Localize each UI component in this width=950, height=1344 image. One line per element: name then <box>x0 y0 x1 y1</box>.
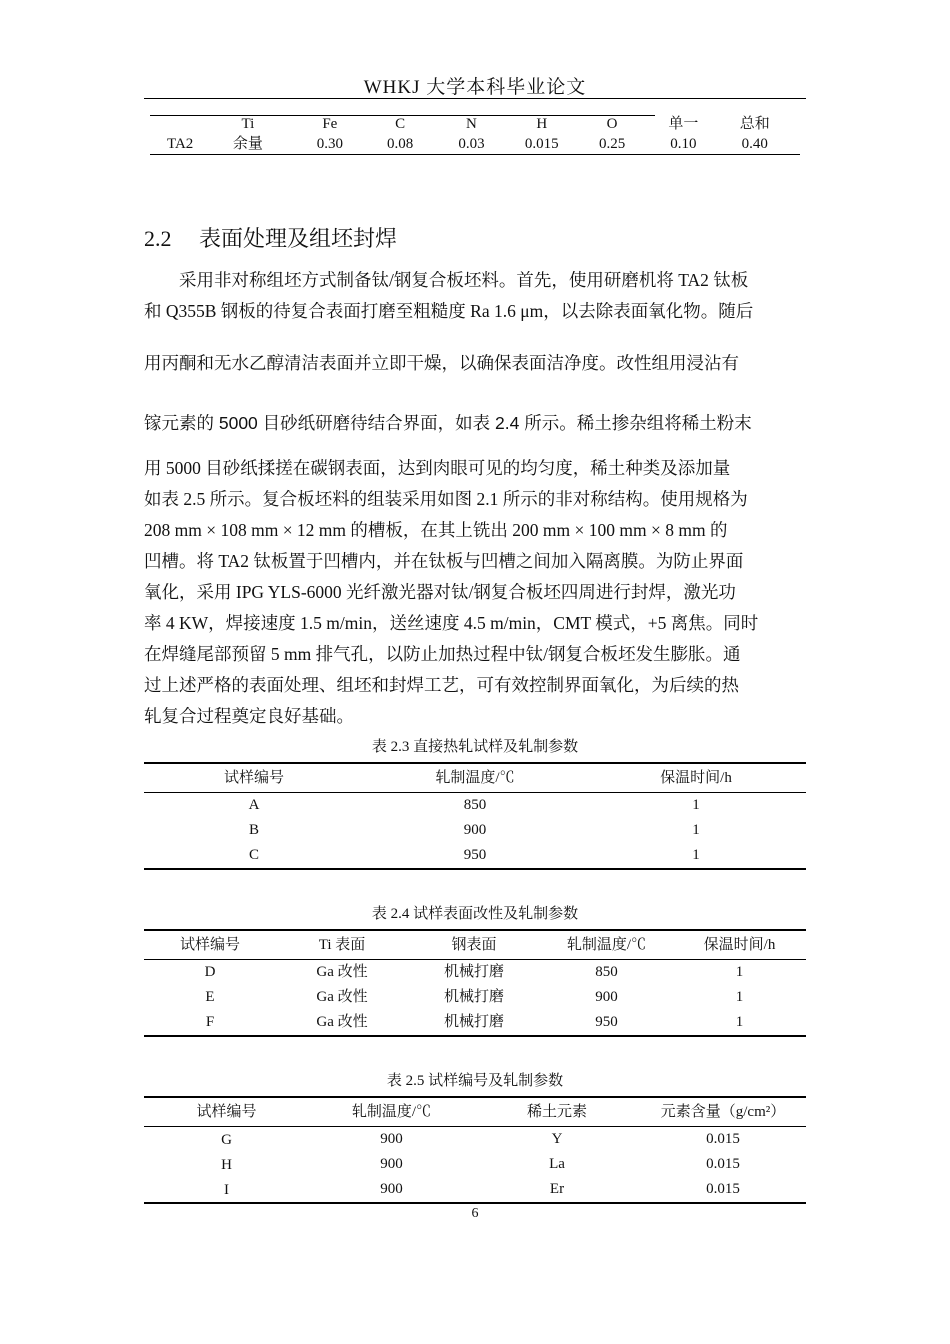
table-cell: 0.25 <box>598 136 626 152</box>
table-cell: H <box>536 116 548 132</box>
paragraph-line: 如表 2.5 所示。复合板坯料的组装采用如图 2.1 所示的非对称结构。使用规格为 <box>144 489 748 509</box>
table-header-row <box>144 930 806 960</box>
table-cell: A <box>248 797 260 813</box>
table-cell <box>150 114 210 134</box>
table-2-4-caption: 表 2.4 试样表面改性及轧制参数 <box>371 906 579 922</box>
table-header-cell: 试样编号 <box>144 763 364 793</box>
table-cell: 余量 <box>232 136 263 152</box>
paragraph-line: 在焊缝尾部预留 5 mm 排气孔，以防止加热过程中钛/钢复合板坯发生膨胀。通 <box>144 644 741 664</box>
table-2-3-caption: 表 2.3 直接热轧试样及轧制参数 <box>371 739 579 755</box>
paragraph-line <box>144 410 806 435</box>
table-cell: G <box>221 1131 232 1148</box>
page-header-title: WHKJ 大学本科毕业论文 <box>363 77 587 98</box>
table-row <box>144 793 806 819</box>
table-cell: 900 <box>380 1131 403 1147</box>
table-cell: 单一 <box>668 116 699 132</box>
table-cell: 1 <box>586 843 806 869</box>
table-row <box>144 843 806 869</box>
table-cell: Ti <box>241 116 255 132</box>
table-cell: 0.015 <box>640 1177 806 1203</box>
table-row <box>150 134 800 154</box>
table-cell: Er <box>474 1177 640 1203</box>
table-row <box>144 985 806 1010</box>
table-cell: 机械打磨 <box>408 1010 540 1036</box>
table-cell: C <box>144 843 364 869</box>
table-cell: D <box>204 964 216 980</box>
table-row <box>144 1177 806 1203</box>
table-header-cell: 轧制温度/℃ <box>309 1097 474 1127</box>
page-number: 6 <box>471 1206 479 1221</box>
table-row <box>144 818 806 843</box>
table-header-row <box>144 763 806 793</box>
table-cell: Ga 改性 <box>276 1010 408 1036</box>
table-cell: B <box>248 822 259 838</box>
composition-table-header-row <box>150 114 800 134</box>
table-cell: H <box>221 1156 232 1173</box>
table-cell: F <box>144 1010 276 1036</box>
table-cell: 1 <box>692 822 700 838</box>
table-cell: C <box>395 116 406 132</box>
paragraph-line: 过上述严格的表面处理、组坯和封焊工艺，可有效控制界面氧化，为后续的热 <box>144 675 739 695</box>
table-cell: 900 <box>309 1177 474 1203</box>
table-cell: 900 <box>380 1156 403 1172</box>
table-row <box>144 1127 806 1153</box>
paragraph-line: 凹槽。将 TA2 钛板置于凹槽内，并在钛板与凹槽之间加入隔离膜。为防止界面 <box>144 551 744 571</box>
table-cell: 1 <box>673 1010 806 1036</box>
table-cell: 0.015 <box>706 1131 740 1147</box>
section-number: 2.2 <box>144 226 172 251</box>
table-cell: I <box>144 1177 309 1203</box>
table-header-cell: 试样编号 <box>144 930 276 960</box>
paragraph-text-sans: 镓元素的 5000 目砂纸研磨待结合界面，如表 2.4 所示。稀土掺杂组 <box>144 413 665 433</box>
table-header-cell: 元素含量（g/cm²） <box>640 1097 806 1127</box>
table-cell: 0.03 <box>458 136 485 152</box>
table-cell: E <box>205 989 215 1005</box>
table-cell: 0.30 <box>316 136 343 152</box>
paragraph-line: 轧复合过程奠定良好基础。 <box>144 706 354 726</box>
table-cell: 1 <box>735 989 744 1005</box>
table-cell: 950 <box>364 843 586 869</box>
table-header-cell: 钢表面 <box>408 930 540 960</box>
table-cell: 0.10 <box>670 136 697 152</box>
table-cell: 900 <box>463 822 487 838</box>
paragraph-line: 采用非对称组坯方式制备钛/钢复合板坯料。首先，使用研磨机将 TA2 钛板 <box>144 270 749 290</box>
paragraph-text-sans: 浸沾有 <box>686 353 739 373</box>
table-cell: 0.40 <box>741 136 768 152</box>
table-cell: N <box>466 116 477 132</box>
table-cell: 0.08 <box>387 136 414 152</box>
table-2-4 <box>144 929 806 1037</box>
table-cell: 机械打磨 <box>443 964 504 980</box>
table-cell: 900 <box>595 989 618 1005</box>
table-header-cell: Ti 表面 <box>276 930 408 960</box>
table-cell: 850 <box>463 797 487 813</box>
table-cell: Ga 改性 <box>316 989 368 1005</box>
paragraph-line: 用 5000 目砂纸揉搓在碳钢表面，达到肉眼可见的均匀度，稀土种类及添加量 <box>144 458 731 478</box>
table-cell: 0.015 <box>524 136 559 152</box>
table-header-cell: 轧制温度/℃ <box>364 763 586 793</box>
section-heading <box>144 222 397 253</box>
table-2-5 <box>144 1096 806 1204</box>
table-header-row <box>144 1097 806 1127</box>
table-header-cell: 保温时间/h <box>673 930 806 960</box>
paragraph-text: 将稀土粉末 <box>664 413 752 433</box>
table-header-cell: 保温时间/h <box>586 763 806 793</box>
paragraph-line: 率 4 KW，焊接速度 1.5 m/min，送丝速度 4.5 m/min，CMT 模式，+5 离焦。同时 <box>144 613 759 633</box>
paragraph-line: 和 Q355B 钢板的待复合表面打磨至粗糙度 Ra 1.6 μm，以去除表面氧化物。随后 <box>144 301 754 321</box>
table-cell: La <box>549 1156 565 1172</box>
table-2-5-caption: 表 2.5 试样编号及轧制参数 <box>386 1073 564 1089</box>
table-header-cell: 轧制温度/℃ <box>540 930 673 960</box>
table-header-cell: 试样编号 <box>144 1097 309 1127</box>
table-cell: 机械打磨 <box>443 989 504 1005</box>
paragraph-text: 用丙酮和无水乙醇清洁表面并立即干燥，以确保表面洁净度。改性组用 <box>144 353 687 373</box>
paragraph-line <box>144 350 806 375</box>
table-cell: Y <box>551 1131 563 1147</box>
table-cell: O <box>606 116 618 132</box>
paragraph-line: 氧化，采用 IPG YLS-6000 光纤激光器对钛/钢复合板坯四周进行封焊，激光功 <box>144 582 736 602</box>
table-cell: 850 <box>595 964 618 980</box>
table-cell: 950 <box>540 1010 673 1036</box>
paragraph-line: 208 mm × 108 mm × 12 mm 的槽板，在其上铣出 200 mm × 100 mm × 8 mm 的 <box>144 520 728 540</box>
table-cell: TA2 <box>166 136 194 152</box>
table-row <box>144 1010 806 1036</box>
table-cell: Ga 改性 <box>316 964 368 980</box>
table-row <box>144 1152 806 1177</box>
header-rule <box>144 98 806 99</box>
table-cell: Fe <box>322 116 338 132</box>
table-cell: 0.015 <box>706 1156 740 1172</box>
section-title: 表面处理及组坯封焊 <box>199 226 398 251</box>
table-cell: 1 <box>692 797 700 813</box>
composition-table <box>150 114 800 154</box>
table-row <box>144 960 806 986</box>
table-cell: 总和 <box>739 116 770 132</box>
composition-table-bottom-rule <box>150 154 800 155</box>
table-2-3 <box>144 762 806 870</box>
table-cell: 1 <box>735 964 744 980</box>
table-header-cell: 稀土元素 <box>474 1097 640 1127</box>
